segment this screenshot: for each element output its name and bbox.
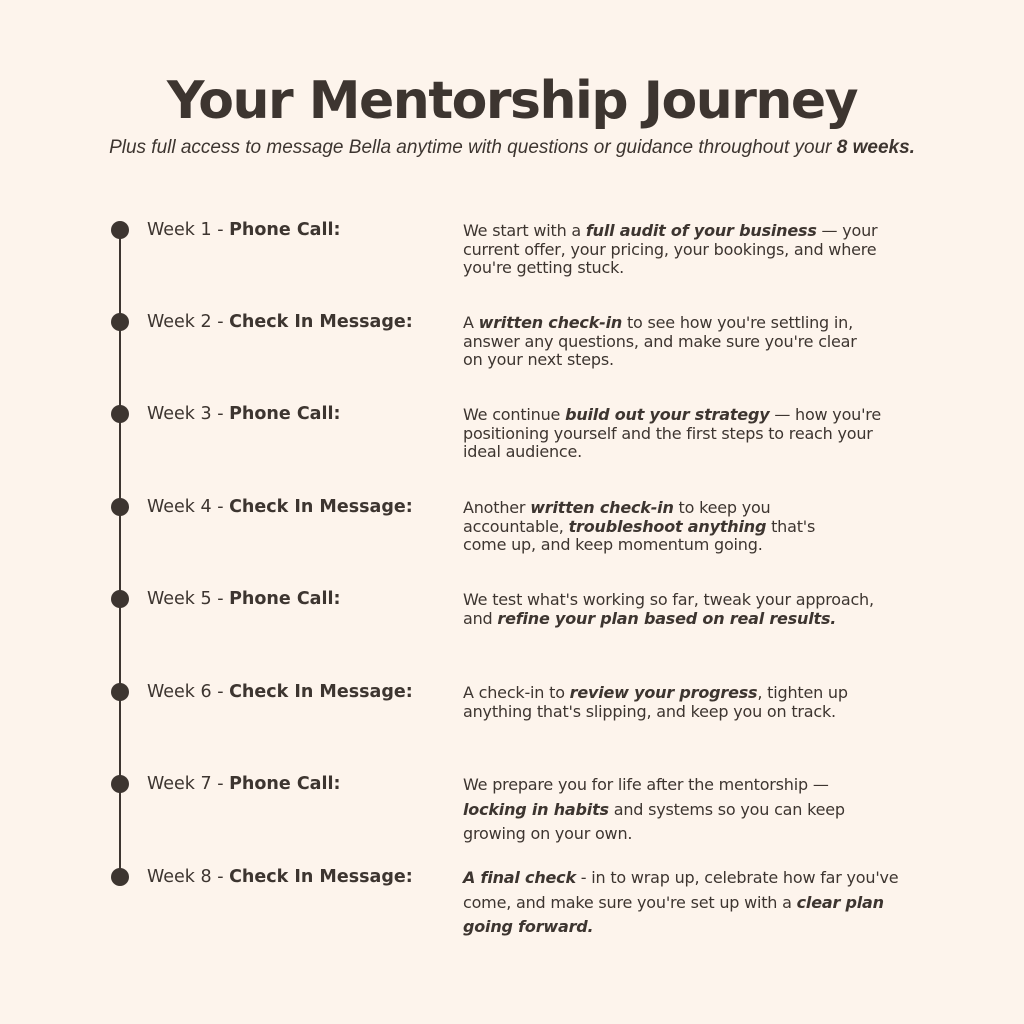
desc-emphasis: troubleshoot anything [568,516,767,536]
week-label [147,680,413,704]
week-label [147,865,413,889]
week-number: Week 6 - [147,682,230,702]
desc-segment: We test what's working so far, tweak your approach, and [463,590,874,628]
session-type: Check In Message: [229,867,413,887]
timeline-row-week-2 [0,312,1024,402]
week-label [147,587,340,611]
timeline-dot [111,313,129,331]
week-number: Week 5 - [147,589,230,609]
session-type: Check In Message: [229,312,413,332]
timeline-dot [111,868,129,886]
desc-segment: , tighten up anything that's slipping, and keep you on track. [463,683,848,721]
session-type: Phone Call: [229,220,341,240]
desc-emphasis: written check-in [530,498,674,517]
desc-segment: to keep you accountable, [463,498,771,536]
desc-segment: to see how you're settling in, answer any questions, and make sure you're clear on your next steps. [463,313,857,369]
desc-segment: A check-in to [463,683,570,702]
week-number: Week 8 - [147,867,230,887]
week-description [463,684,893,721]
desc-emphasis: written check-in [478,313,623,332]
desc-segment: — how you're positioning yourself and the first steps to reach your ideal audience. [463,405,881,461]
timeline-dot [111,221,129,239]
desc-emphasis: A final check [463,868,576,887]
subtitle-text: Plus full access to message Bella anytime with questions or guidance throughout your [109,137,837,158]
week-label [147,310,413,334]
session-type: Phone Call: [229,404,341,424]
week-description [463,591,893,628]
page-subtitle [0,136,1024,160]
week-description [463,866,913,940]
page-title: Your Mentorship Journey [166,71,858,131]
week-number: Week 3 - [147,404,230,424]
week-label [147,402,340,426]
desc-segment: We continue [463,405,566,424]
week-label [147,218,340,242]
week-number: Week 2 - [147,312,230,332]
timeline-dot [111,405,129,423]
week-description [463,222,913,278]
desc-emphasis: refine your plan based on real results. [497,608,837,628]
timeline-row-week-7 [0,774,1024,864]
desc-emphasis: build out your strategy [565,405,770,424]
timeline-row-week-8 [0,867,1024,957]
desc-segment: We start with a [463,221,586,240]
timeline-row-week-3 [0,404,1024,494]
timeline-dot [111,775,129,793]
desc-segment: A [463,313,479,332]
week-description [463,406,893,462]
week-number: Week 4 - [147,497,230,517]
session-type: Phone Call: [229,589,341,609]
week-description [463,773,893,847]
week-number: Week 7 - [147,774,230,794]
subtitle-emphasis: 8 weeks. [836,137,915,158]
desc-segment: Another [463,498,531,517]
desc-emphasis: locking in habits [463,799,609,819]
timeline-row-week-1 [0,220,1024,310]
timeline-row-week-5 [0,589,1024,679]
timeline-dot [111,590,129,608]
week-number: Week 1 - [147,220,230,240]
week-description [463,499,863,555]
session-type: Check In Message: [229,497,413,517]
timeline-dot [111,498,129,516]
week-description [463,314,873,370]
desc-segment: — your current offer, your pricing, your bookings, and where you're getting stuck. [463,221,878,277]
session-type: Check In Message: [229,682,413,702]
week-label [147,495,413,519]
desc-segment: - in to wrap up, celebrate how far you've come, and make sure you're set up with a [463,868,899,912]
week-label [147,772,340,796]
desc-emphasis: clear plan going forward. [463,892,884,936]
session-type: Phone Call: [229,774,341,794]
desc-segment: that's come up, and keep momentum going. [463,516,816,554]
timeline-dot [111,683,129,701]
desc-segment: We prepare you for life after the mentorship — [463,775,829,794]
timeline-row-week-4 [0,497,1024,587]
timeline-row-week-6 [0,682,1024,772]
desc-emphasis: full audit of your business [585,221,817,240]
desc-segment: and systems so you can keep growing on your own. [463,799,845,843]
desc-emphasis: review your progress [569,683,758,702]
